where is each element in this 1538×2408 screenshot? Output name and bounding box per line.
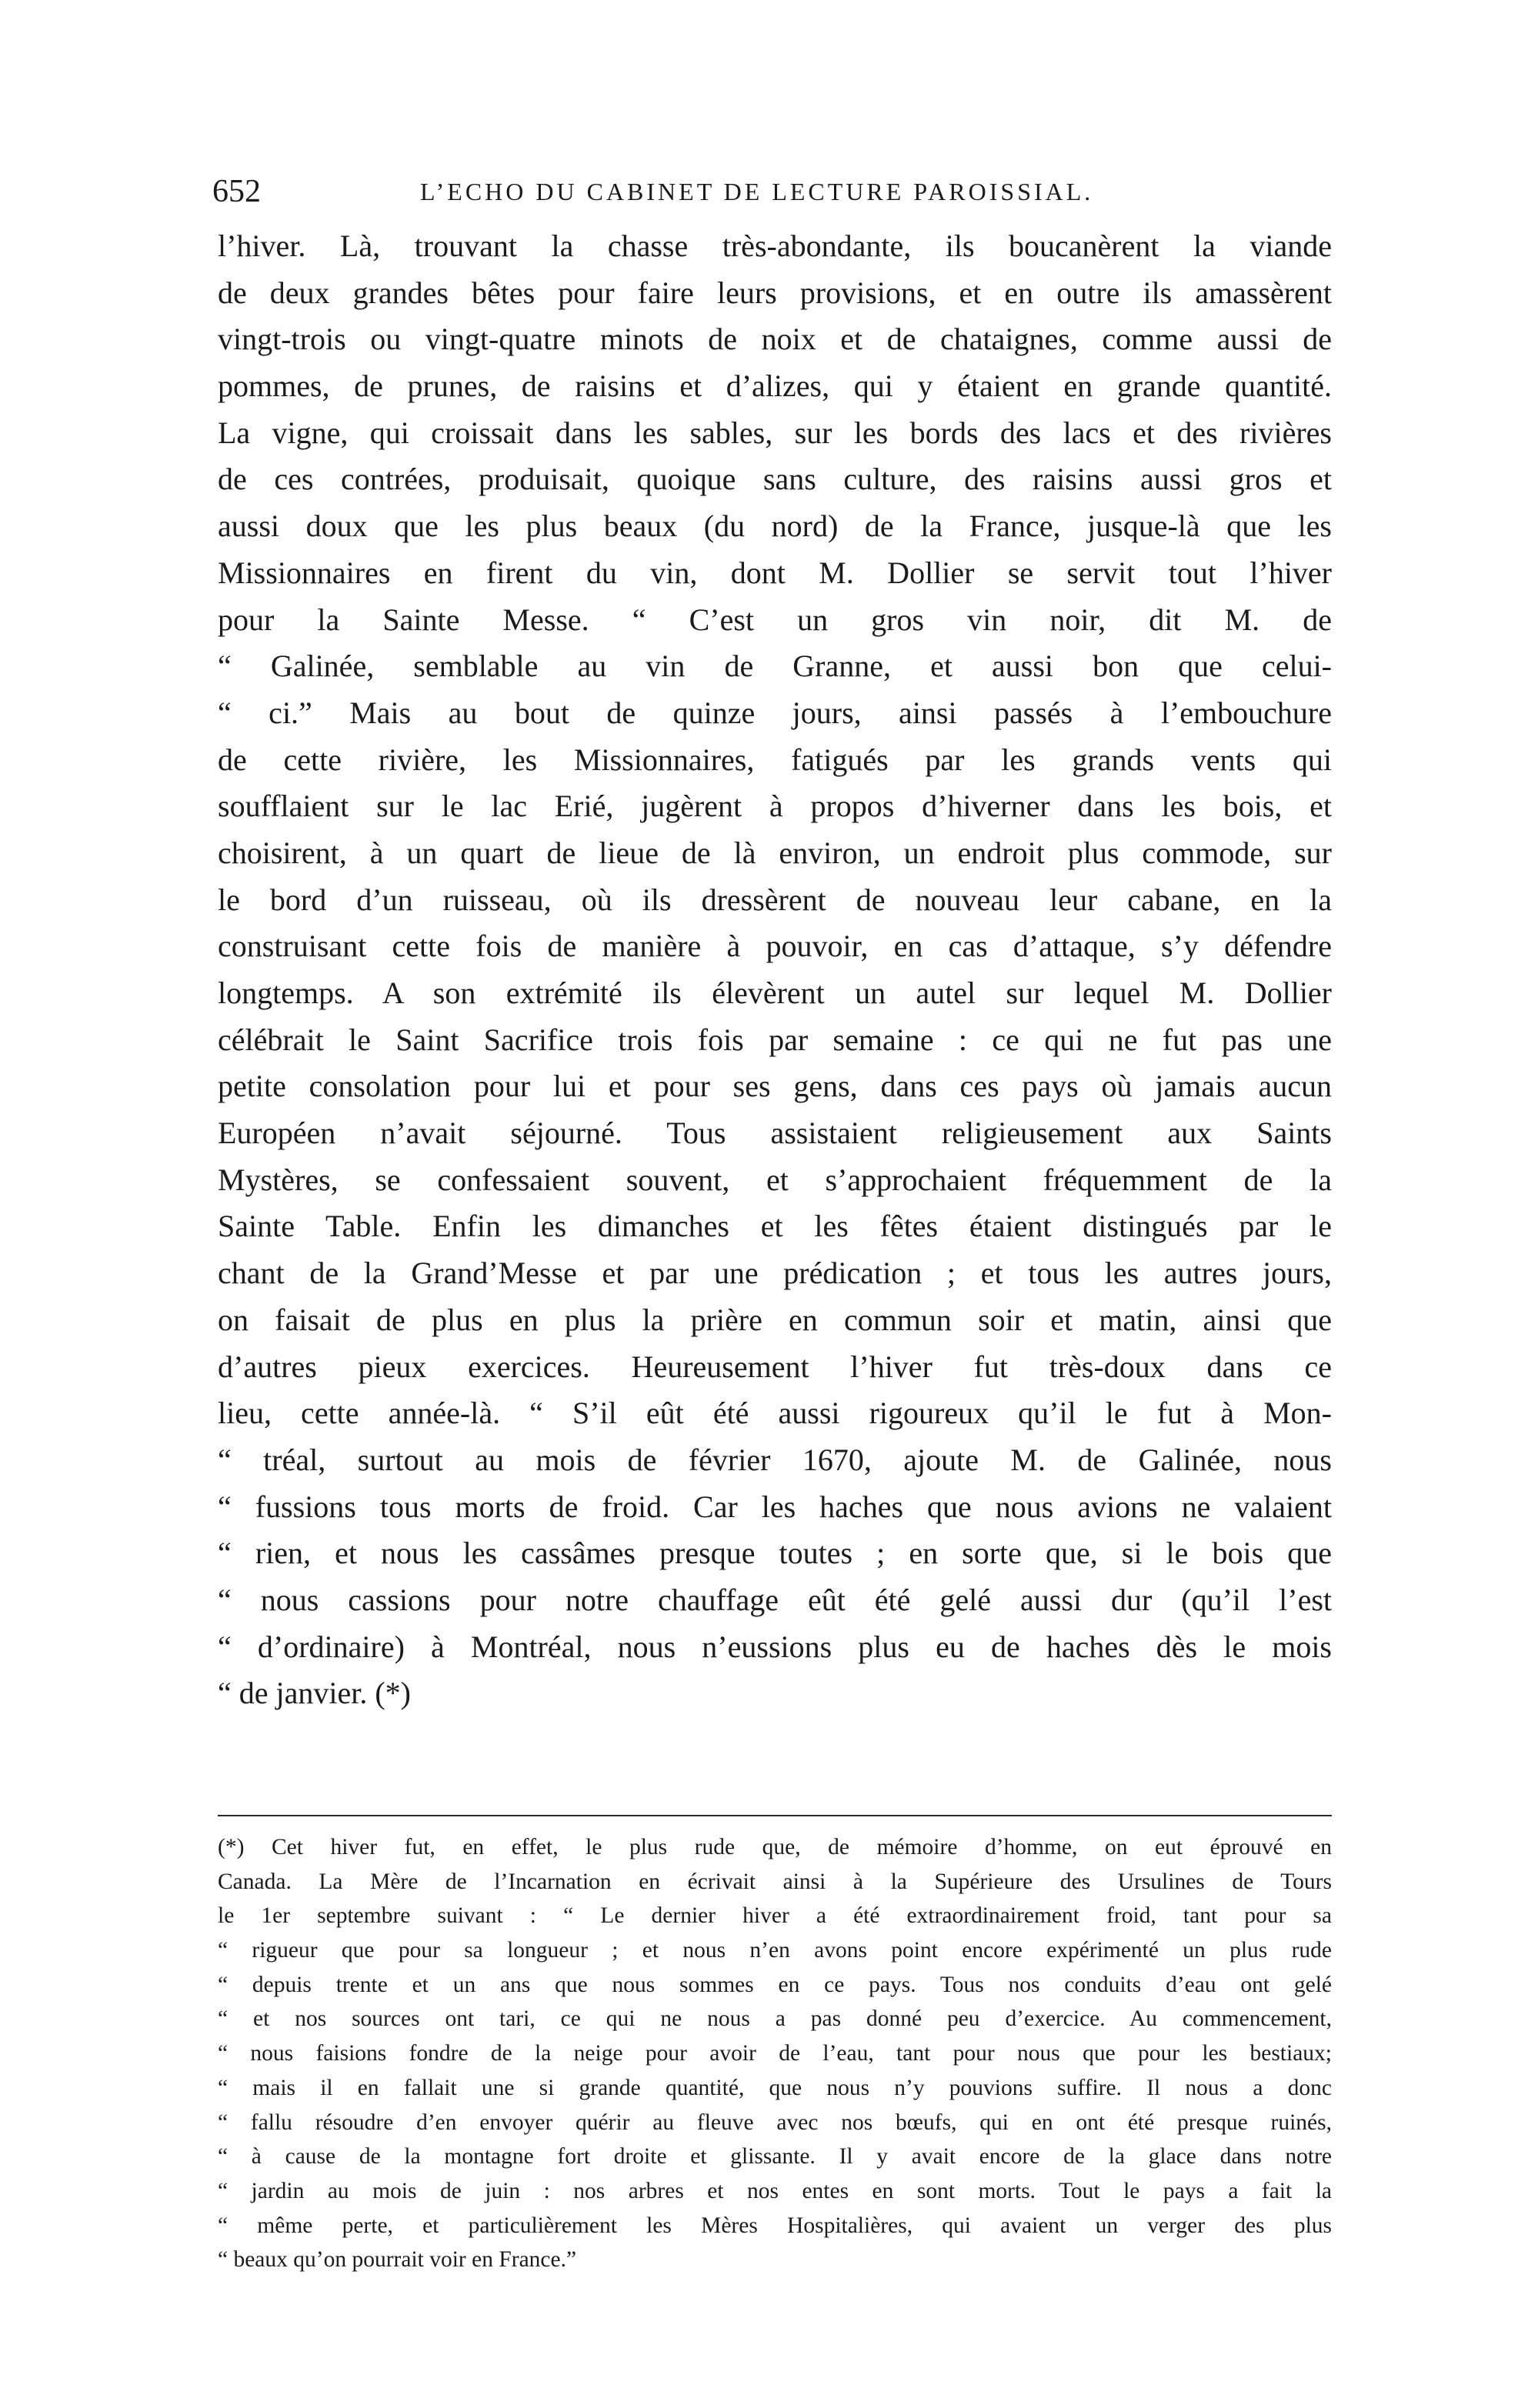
text-line: choisirent, à un quart de lieue de là environ, un endroit plus commode, sur [218, 835, 1332, 870]
body-text [218, 223, 1332, 1717]
text-line: Mystères, se confessaient souvent, et s’approchaient fréquemment de la [218, 1162, 1332, 1197]
footnote-line: Canada. La Mère de l’Incarnation en écrivait ainsi à la Supérieure des Ursulines de Tours [218, 1869, 1332, 1894]
text-line: l’hiver. Là, trouvant la chasse très-abondante, ils boucanèrent la viande [218, 228, 1332, 263]
page-number: 652 [212, 174, 261, 209]
text-line: “ tréal, surtout au mois de février 1670, ajoute M. de Galinée, nous [218, 1442, 1332, 1477]
footnote-line: “ même perte, et particulièrement les Mères Hospitalières, qui avaient un verger des plus [218, 2213, 1332, 2238]
footnote-line: “ et nos sources ont tari, ce qui ne nous a pas donné peu d’exercice. Au commencement, [218, 2006, 1332, 2032]
text-line: construisant cette fois de manière à pouvoir, en cas d’attaque, s’y défendre [218, 929, 1332, 964]
text-line: La vigne, qui croissait dans les sables, sur les bords des lacs et des rivières [218, 415, 1332, 450]
footnote-line: “ fallu résoudre d’en envoyer quérir au fleuve avec nos bœufs, qui en ont été presque ruinés, [218, 2110, 1332, 2135]
text-line: “ d’ordinaire) à Montréal, nous n’eussions plus eu de haches dès le mois [218, 1629, 1332, 1664]
text-line: “ fussions tous morts de froid. Car les haches que nous avions ne valaient [218, 1489, 1332, 1524]
text-line: le bord d’un ruisseau, où ils dressèrent de nouveau leur cabane, en la [218, 882, 1332, 917]
footnote-line: “ nous faisions fondre de la neige pour avoir de l’eau, tant pour nous que pour les bestiaux; [218, 2041, 1332, 2066]
text-line: de cette rivière, les Missionnaires, fatigués par les grands vents qui [218, 742, 1332, 777]
footnote-line: (*) Cet hiver fut, en effet, le plus rude que, de mémoire d’homme, on eut éprouvé en [218, 1835, 1332, 1859]
text-line: pour la Sainte Messe. “ C’est un gros vin noir, dit M. de [218, 602, 1332, 637]
text-line: Missionnaires en firent du vin, dont M. Dollier se servit tout l’hiver [218, 555, 1332, 590]
footnote-line: “ beaux qu’on pourrait voir en France.” [218, 2247, 577, 2273]
page-header [212, 172, 1343, 211]
text-line: célébrait le Saint Sacrifice trois fois par semaine : ce qui ne fut pas une [218, 1022, 1332, 1057]
text-line: aussi doux que les plus beaux (du nord) de la France, jusque-là que les [218, 509, 1332, 544]
running-title: L’ECHO DU CABINET DE LECTURE PAROISSIAL. [420, 178, 1094, 205]
text-line: soufflaient sur le lac Erié, jugèrent à propos d’hiverner dans les bois, et [218, 789, 1332, 824]
text-line: pommes, de prunes, de raisins et d’alizes, qui y étaient en grande quantité. [218, 369, 1332, 404]
footnote-line: “ jardin au mois de juin : nos arbres et nos entes en sont morts. Tout le pays a fait la [218, 2178, 1332, 2203]
text-line: “ ci.” Mais au bout de quinze jours, ainsi passés à l’embouchure [218, 695, 1332, 730]
footnote-rule [218, 1815, 1332, 1816]
text-line: chant de la Grand’Messe et par une prédication ; et tous les autres jours, [218, 1256, 1332, 1291]
text-line: “ Galinée, semblable au vin de Granne, et aussi bon que celui- [218, 649, 1332, 684]
footnote [218, 1830, 1332, 2277]
text-line: “ nous cassions pour notre chauffage eût été gelé aussi dur (qu’il l’est [218, 1582, 1332, 1617]
text-line: petite consolation pour lui et pour ses gens, dans ces pays où jamais aucun [218, 1069, 1332, 1104]
text-line: “ rien, et nous les cassâmes presque toutes ; en sorte que, si le bois que [218, 1536, 1332, 1571]
text-line: de deux grandes bêtes pour faire leurs provisions, et en outre ils amassèrent [218, 275, 1332, 310]
text-line: lieu, cette année-là. “ S’il eût été aussi rigoureux qu’il le fut à Mon- [218, 1396, 1332, 1431]
footnote-line: le 1er septembre suivant : “ Le dernier hiver a été extraordinairement froid, tant pour sa [218, 1903, 1332, 1929]
text-line: “ de janvier. (*) [218, 1676, 411, 1711]
text-line: vingt-trois ou vingt-quatre minots de noix et de chataignes, comme aussi de [218, 322, 1332, 357]
footnote-line: “ mais il en fallait une si grande quantité, que nous n’y pouvions suffire. Il nous a donc [218, 2075, 1332, 2100]
footnote-line: “ depuis trente et un ans que nous sommes en ce pays. Tous nos conduits d’eau ont gelé [218, 1972, 1332, 1997]
text-line: d’autres pieux exercices. Heureusement l’hiver fut très-doux dans ce [218, 1349, 1332, 1384]
text-line: Sainte Table. Enfin les dimanches et les fêtes étaient distingués par le [218, 1209, 1332, 1244]
footnote-line: “ à cause de la montagne fort droite et glissante. Il y avait encore de la glace dans notre [218, 2144, 1332, 2170]
text-line: Européen n’avait séjourné. Tous assistaient religieusement aux Saints [218, 1116, 1332, 1151]
text-line: on faisait de plus en plus la prière en commun soir et matin, ainsi que [218, 1302, 1332, 1337]
text-line: de ces contrées, produisait, quoique sans culture, des raisins aussi gros et [218, 462, 1332, 497]
text-line: longtemps. A son extrémité ils élevèrent un autel sur lequel M. Dollier [218, 976, 1332, 1010]
footnote-line: “ rigueur que pour sa longueur ; et nous n’en avons point encore expérimenté un plus rude [218, 1938, 1332, 1963]
